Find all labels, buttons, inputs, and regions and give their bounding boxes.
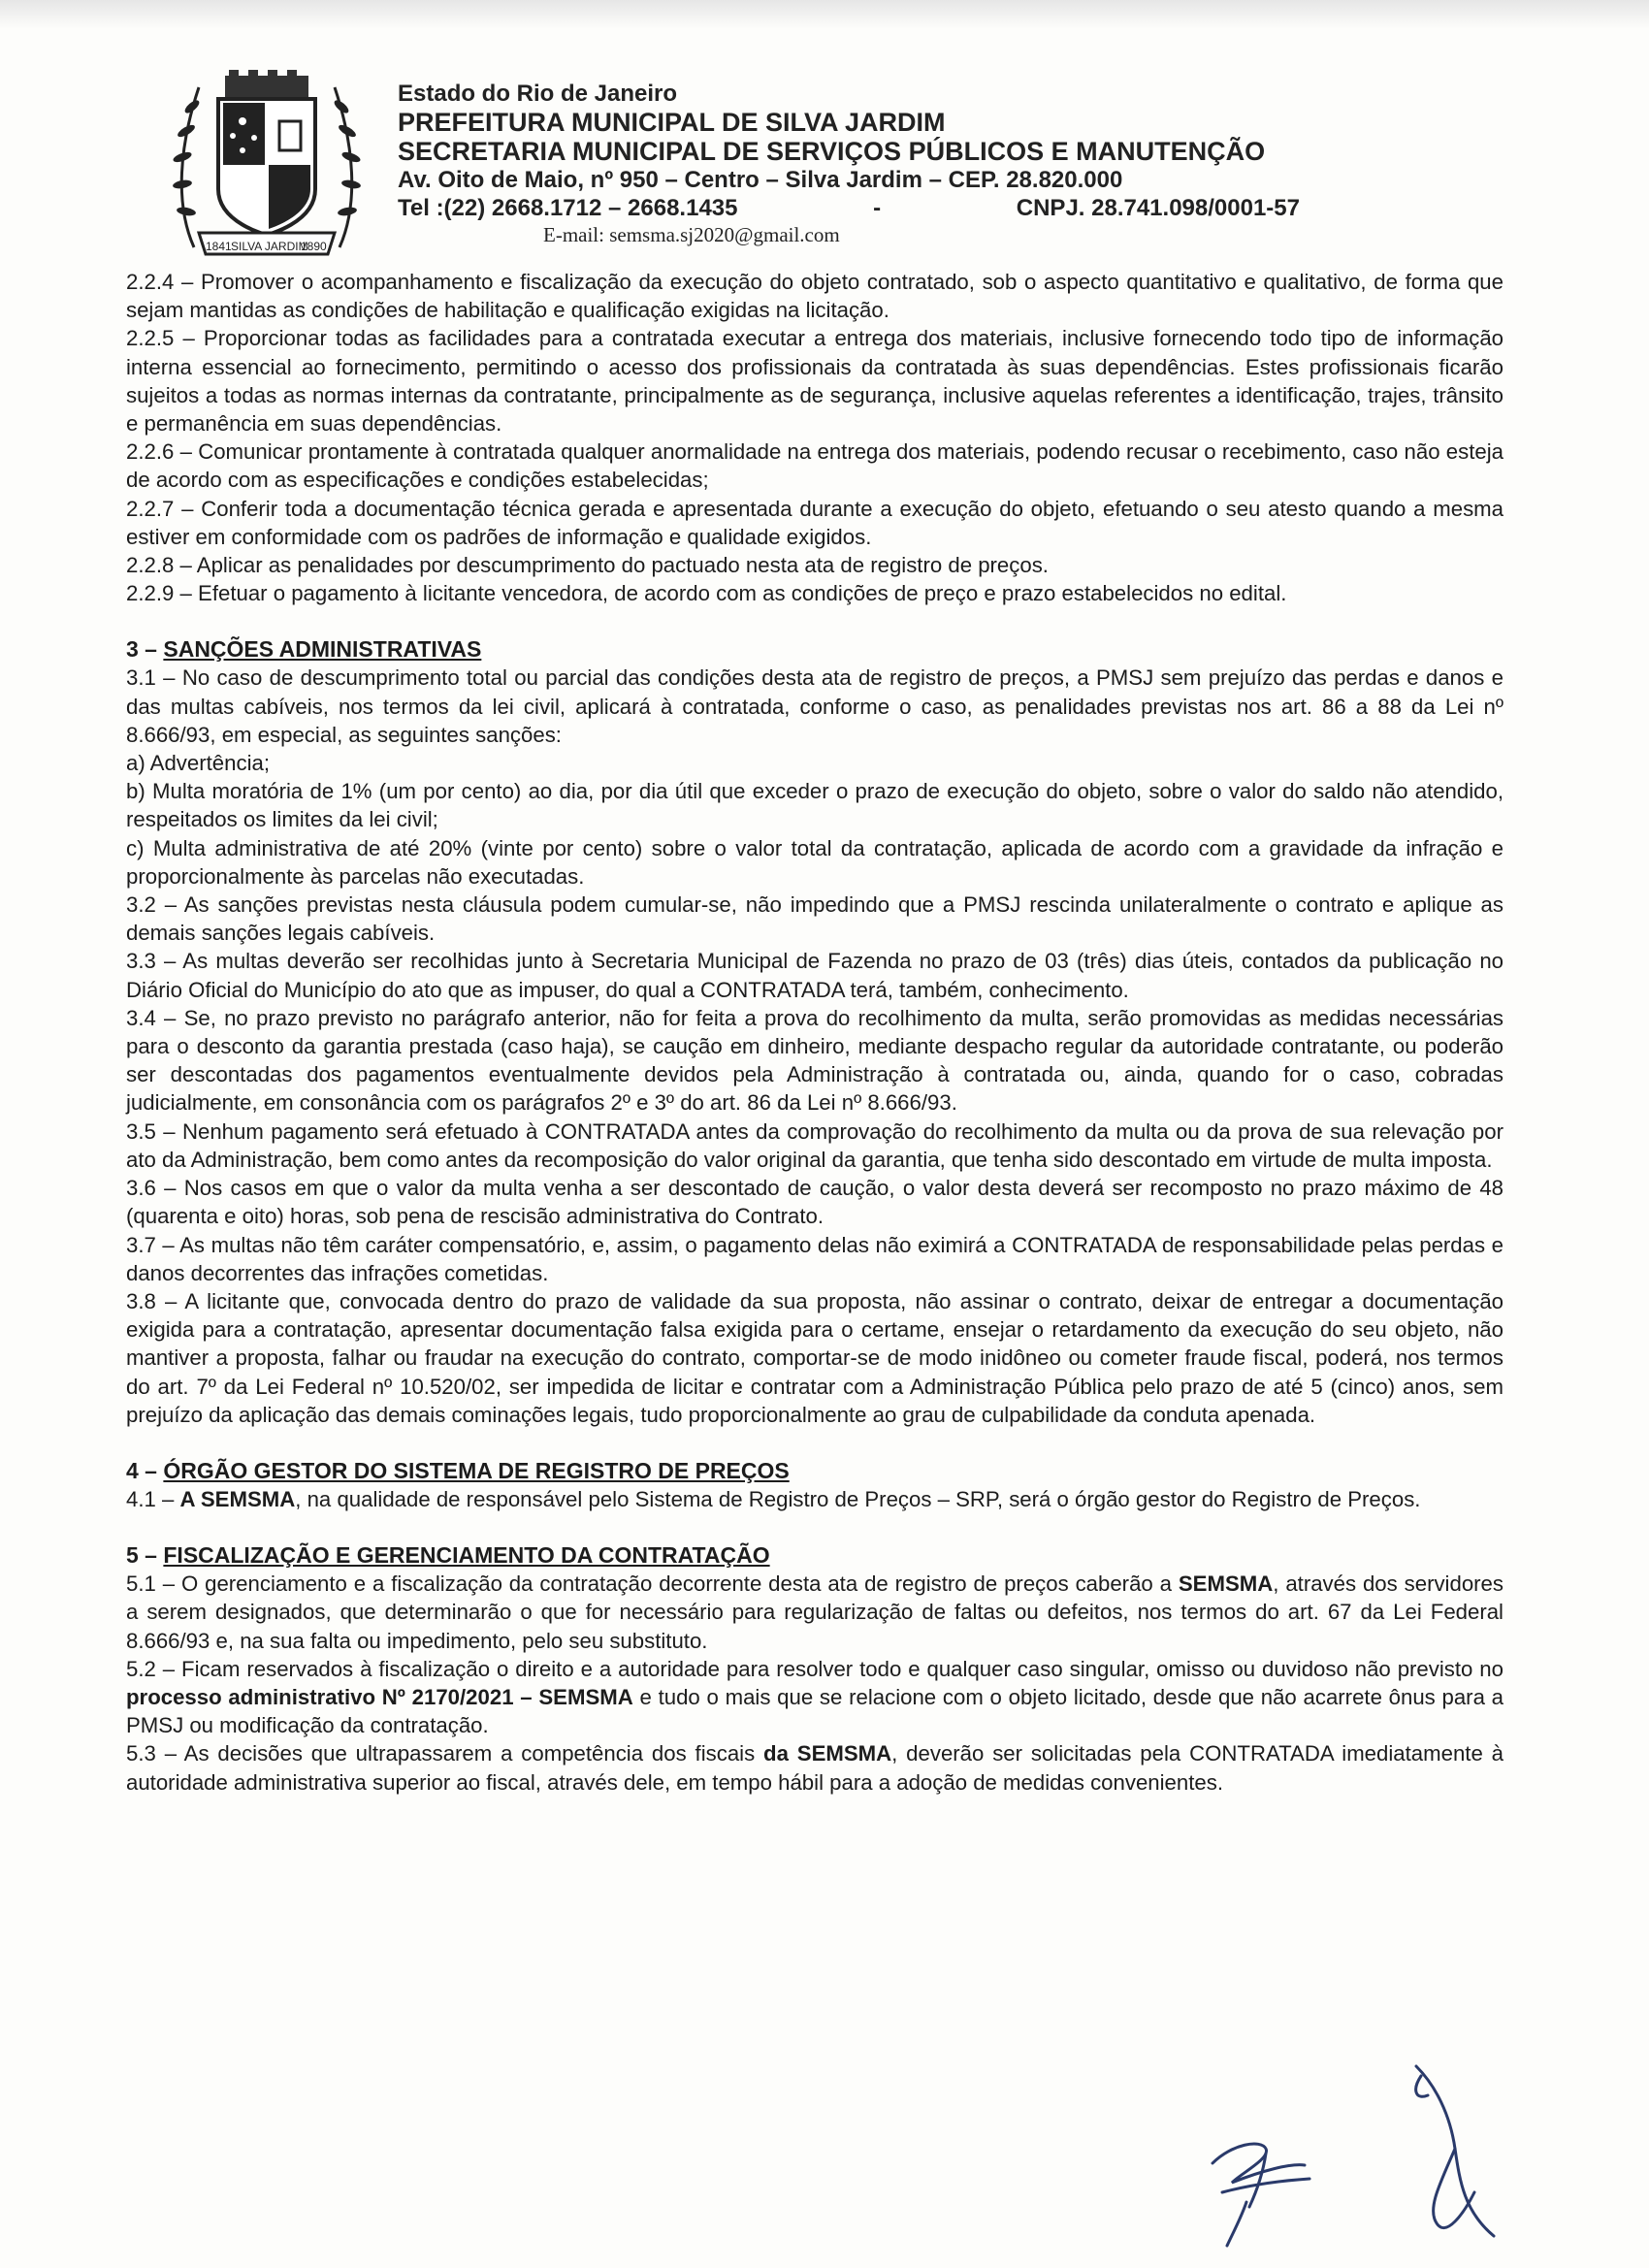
paragraph-5-2-bold: processo administrativo Nº 2170/2021 – SEMSMA <box>126 1684 633 1709</box>
paragraph-2-2-9: 2.2.9 – Efetuar o pagamento à licitante vencedora, de acordo com as condições de preço e prazo estabelecidos no edital. <box>126 581 1287 606</box>
state-name: Estado do Rio de Janeiro <box>398 81 678 107</box>
paragraph-2-2-8: 2.2.8 – Aplicar as penalidades por descumprimento do pactuado nesta ata de registro de preços. <box>126 553 1049 578</box>
paragraph-4-1 <box>126 1485 1504 1513</box>
paragraph-5-3-bold: da SEMSMA <box>763 1741 892 1766</box>
section-5-number: 5 – <box>126 1542 164 1569</box>
address: Av. Oito de Maio, nº 950 – Centro – Silva Jardim – CEP. 28.820.000 <box>398 167 1123 193</box>
section-3-number: 3 – <box>126 636 164 663</box>
section-4-number: 4 – <box>126 1457 164 1483</box>
document-body <box>126 268 1504 1797</box>
contact-row <box>398 194 1300 222</box>
paragraph-5-2-rest: e tudo o mais que se relacione com o objeto licitado, desde que não acarrete ônus para a PMSJ ou modificação da contratação. <box>126 1684 1504 1738</box>
paragraph-5-3 <box>126 1739 1504 1796</box>
paragraph-5-3-lead: 5.3 – As decisões que ultrapassarem a competência dos fiscais <box>126 1741 764 1766</box>
paragraph-3-2: 3.2 – As sanções previstas nesta cláusula podem cumular-se, não impedindo que a PMSJ rescinda unilateralmente o contrato e aplique as demais sanções legais cabíveis. <box>126 892 1504 946</box>
paragraph-3-4: 3.4 – Se, no prazo previsto no parágrafo anterior, não for feita a prova do recolhimento da multa, serão promovidas as medidas necessárias para o desconto da garantia prestada (caso haja), se caução em dinheiro, mediante despacho regular da autoridade contratante, ou poderão ser descontadas dos pagamentos eventualmente devidos pela Administração à contratada ou, ainda, quando for o caso, cobradas judicialmente, em consonância com os parágrafos 2º e 3º do art. 86 da Lei nº 8.666/93. <box>126 1005 1504 1116</box>
paragraph-3-7: 3.7 – As multas não têm caráter compensatório, e, assim, o pagamento delas não eximirá a CONTRATADA de responsabilidade pelas perdas e danos decorrentes das infrações cometidas. <box>126 1232 1504 1285</box>
crest-name: SILVA JARDIM <box>231 240 308 253</box>
letterhead-text <box>398 80 1329 248</box>
paragraph-3-1-a: a) Advertência; <box>126 751 270 776</box>
crest-year-right: 1890 <box>301 240 327 253</box>
paragraph-2-2-7: 2.2.7 – Conferir toda a documentação técnica gerada e apresentada durante a execução do objeto, efetuando o seu atesto quando a mesma estiver em conformidade com os padrões de informação e qualidade exigidos. <box>126 496 1504 549</box>
paragraph-5-1-bold: SEMSMA <box>1178 1571 1274 1597</box>
handwritten-signature-icon <box>1174 2057 1542 2251</box>
section-3-heading <box>126 635 1504 664</box>
section-4-heading <box>126 1457 1504 1485</box>
cnpj: CNPJ. 28.741.098/0001-57 <box>1016 195 1300 221</box>
phone: Tel :(22) 2668.1712 – 2668.1435 <box>398 195 738 221</box>
section-5-title: FISCALIZAÇÃO E GERENCIAMENTO DA CONTRATAÇÃO <box>163 1542 770 1569</box>
paragraph-4-1-bold: A SEMSMA <box>179 1486 296 1511</box>
email: E-mail: semsma.sj2020@gmail.com <box>543 223 840 246</box>
paragraph-3-1: 3.1 – No caso de descumprimento total ou parcial das condições desta ata de registro de preços, a PMSJ sem prejuízo das perdas e danos e das multas cabíveis, nos termos da lei civil, aplicará à contratada, conforme o caso, as penalidades previstas nos art. 86 a 88 da Lei nº 8.666/93, em especial, as seguintes sanções: <box>126 665 1504 747</box>
separator-dash: - <box>873 195 882 221</box>
paragraph-3-1-b: b) Multa moratória de 1% (um por cento) ao dia, por dia útil que exceder o prazo de execução do objeto, sobre o valor do saldo não atendido, respeitados os limites da lei civil; <box>126 779 1504 832</box>
scan-shadow <box>0 0 1649 29</box>
paragraph-2-2-4: 2.2.4 – Promover o acompanhamento e fiscalização da execução do objeto contratado, sob o aspecto quantitativo e qualitativo, de forma que sejam mantidas as condições de habilitação e qualificação exigidas na licitação. <box>126 270 1504 323</box>
paragraph-5-2 <box>126 1655 1504 1740</box>
paragraph-4-1-lead: 4.1 – <box>126 1486 180 1511</box>
paragraph-4-1-rest: , na qualidade de responsável pelo Sistema de Registro de Preços – SRP, será o órgão gestor do Registro de Preços. <box>295 1486 1421 1511</box>
prefecture-name: PREFEITURA MUNICIPAL DE SILVA JARDIM <box>398 108 946 137</box>
secretariat-name: SECRETARIA MUNICIPAL DE SERVIÇOS PÚBLICOS E MANUTENÇÃO <box>398 137 1266 166</box>
paragraph-3-6: 3.6 – Nos casos em que o valor da multa venha a ser descontado de caução, o valor desta deverá ser recomposto no prazo máximo de 48 (quarenta e oito) horas, sob pena de rescisão administrativa do Contrato. <box>126 1176 1504 1229</box>
letterhead <box>165 68 1329 267</box>
paragraph-3-1-c: c) Multa administrativa de até 20% (vinte por cento) sobre o valor total da contratação, aplicada de acordo com a gravidade da infração e proporcionalmente às parcelas não executadas. <box>126 835 1504 889</box>
paragraph-3-5: 3.5 – Nenhum pagamento será efetuado à CONTRATADA antes da comprovação do recolhimento da multa ou da prova de sua relevação por ato da Administração, bem como antes da recomposição do valor original da garantia, que tenha sido descontado em virtude de multa imposta. <box>126 1118 1504 1172</box>
paragraph-5-3-rest: , deverão ser solicitadas pela CONTRATADA imediatamente à autoridade administrativa superior ao fiscal, através dele, em tempo hábil para a adoção de medidas convenientes. <box>126 1741 1504 1795</box>
paragraph-5-1-lead: 5.1 – O gerenciamento e a fiscalização da contratação decorrente desta ata de registro de preços caberão a <box>126 1571 1179 1597</box>
paragraph-3-8: 3.8 – A licitante que, convocada dentro do prazo de validade da sua proposta, não assinar o contrato, deixar de entregar a documentação exigida para a contratação, apresentar documentação falsa exigida para o certame, ensejar o retardamento da execução do seu objeto, não mantiver a proposta, falhar ou fraudar na execução do contrato, comportar-se de modo inidôneo ou cometer fraude fiscal, poderá, nos termos do art. 7º da Lei Federal nº 10.520/02, ser impedida de licitar e contratar com a Administração Pública pelo prazo de até 5 (cinco) anos, sem prejuízo da aplicação das demais cominações legais, tudo proporcionalmente ao grau de culpabilidade da conduta apenada. <box>126 1288 1504 1427</box>
paragraph-3-3: 3.3 – As multas deverão ser recolhidas junto à Secretaria Municipal de Fazenda no prazo de 03 (três) dias úteis, contados da publicação no Diário Oficial do Município do ato que as impuser, do qual a CONTRATADA terá, também, conhecimento. <box>126 949 1504 1002</box>
section-5-heading <box>126 1541 1504 1570</box>
section-3-title: SANÇÕES ADMINISTRATIVAS <box>163 636 482 663</box>
paragraph-5-1 <box>126 1570 1504 1655</box>
paragraph-2-2-5: 2.2.5 – Proporcionar todas as facilidades para a contratada executar a entrega dos materiais, inclusive fornecendo todo tipo de informação interna essencial ao fornecimento, permitindo o acesso dos profissionais da contratada às suas dependências. Estes profissionais ficarão sujeitos a todas as normas internas da contratante, principalmente as de segurança, inclusive aquelas referentes a identificação, trajes, trânsito e permanência em suas dependências. <box>126 326 1504 437</box>
section-4-title: ÓRGÃO GESTOR DO SISTEMA DE REGISTRO DE PREÇOS <box>163 1457 790 1483</box>
municipal-crest-icon <box>165 68 369 262</box>
crest-year-left: 1841 <box>206 240 232 253</box>
paragraph-5-1-rest: , através dos servidores a serem designados, que determinarão o que for necessário para regularização de faltas ou defeitos, nos termos do art. 67 da Lei Federal 8.666/93 e, na sua falta ou impedimento, pelo seu substituto. <box>126 1571 1504 1653</box>
paragraph-2-2-6: 2.2.6 – Comunicar prontamente à contratada qualquer anormalidade na entrega dos materiais, podendo recusar o recebimento, caso não esteja de acordo com as especificações e condições estabelecidas; <box>126 439 1504 493</box>
paragraph-5-2-lead: 5.2 – Ficam reservados à fiscalização o direito e a autoridade para resolver todo e qualquer caso singular, omisso ou duvidoso não previsto no <box>126 1656 1504 1681</box>
